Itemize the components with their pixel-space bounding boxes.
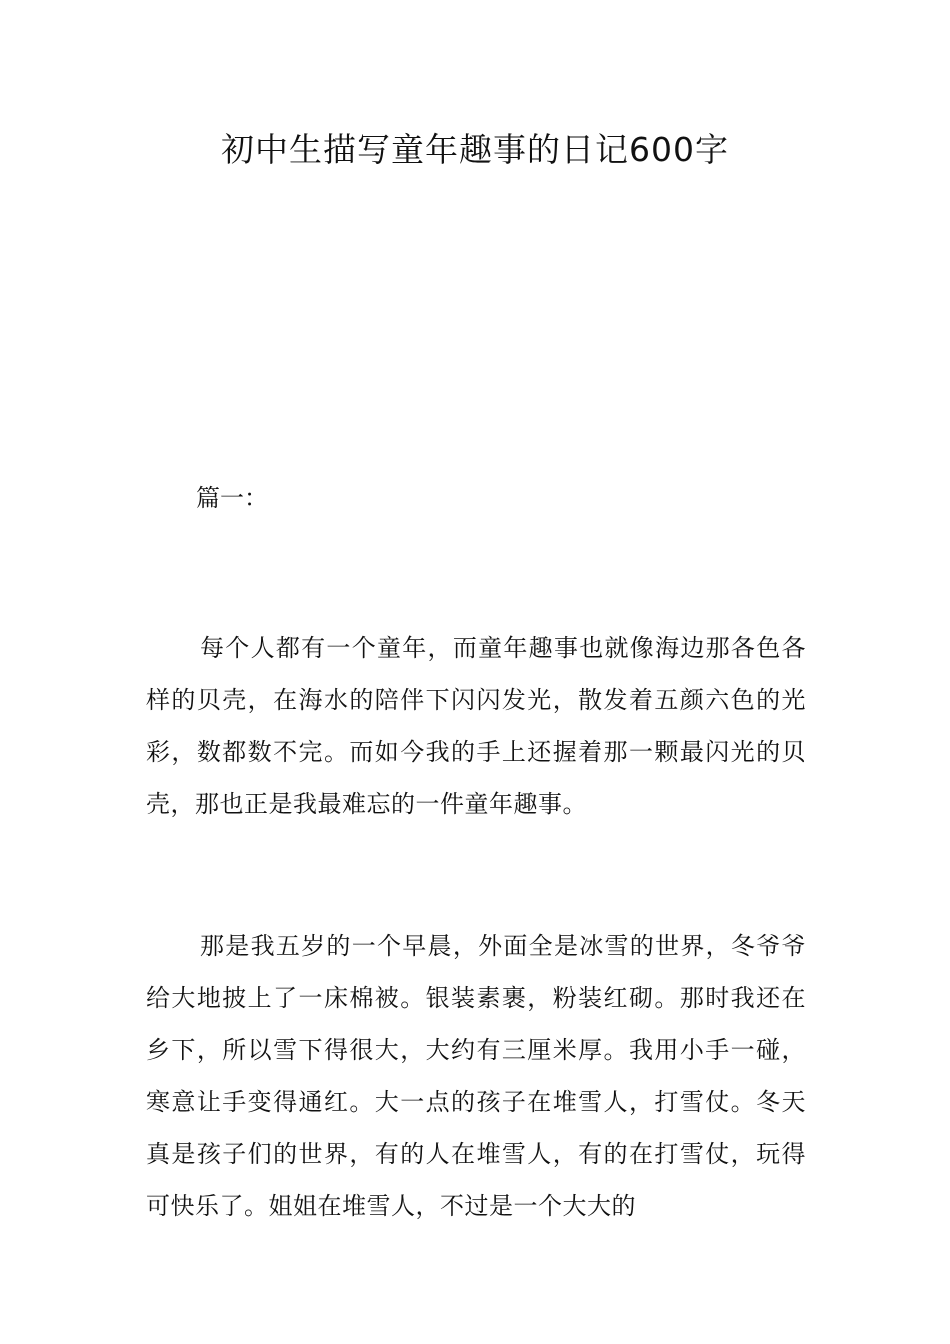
paragraph-2: 那是我五岁的一个早晨，外面全是冰雪的世界，冬爷爷给大地披上了一床棉被。银装素裹，粉装红砌。那时我还在乡下，所以雪下得很大，大约有三厘米厚。我用小手一碰，寒意让手变得通红。大一点的孩子在堆雪人，打雪仗。冬天真是孩子们的世界，有的人在堆雪人，有的在打雪仗，玩得可快乐了。姐姐在堆雪人，不过是一个大大的: [146, 932, 806, 1220]
document-title: 初中生描写童年趣事的日记600字: [221, 130, 729, 169]
section-label: 篇一：: [196, 484, 268, 512]
paragraph-1: 每个人都有一个童年，而童年趣事也就像海边那各色各样的贝壳，在海水的陪伴下闪闪发光，散发着五颜六色的光彩，数都数不完。而如今我的手上还握着那一颗最闪光的贝壳，那也正是我最难忘的一件童年趣事。: [146, 634, 806, 818]
